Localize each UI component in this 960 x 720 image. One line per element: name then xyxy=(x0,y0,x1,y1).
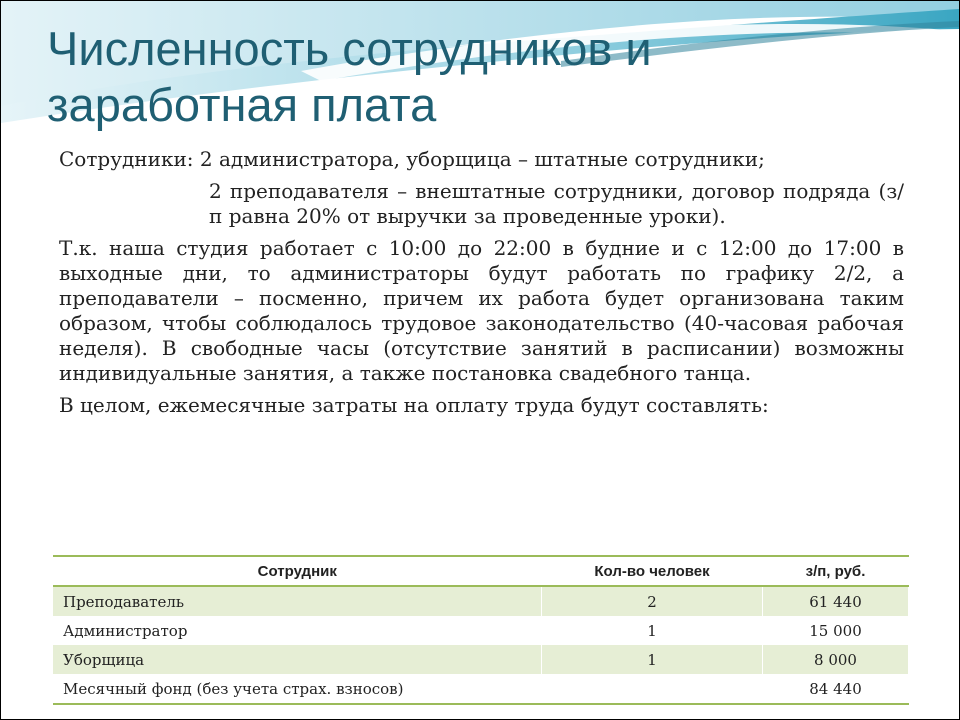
employee-cell: Преподаватель xyxy=(53,586,542,616)
count-cell: 1 xyxy=(542,645,763,674)
teachers-paragraph: 2 преподавателя – внештатные сотрудники, договор подряда (з/п равна 20% от выручки за проведенные уроки). xyxy=(209,179,904,228)
salary-cell: 15 000 xyxy=(763,616,909,645)
count-cell: 2 xyxy=(542,586,763,616)
summary-paragraph: В целом, ежемесячные затраты на оплату труда будут составлять: xyxy=(59,393,769,417)
table-row xyxy=(53,645,909,674)
payroll-table xyxy=(53,555,909,705)
column-header-employee: Сотрудник xyxy=(53,556,542,586)
total-label-cell: Месячный фонд (без учета страх. взносов) xyxy=(53,674,542,704)
total-count-cell xyxy=(542,674,763,704)
table-row-total xyxy=(53,674,909,704)
employee-cell: Администратор xyxy=(53,616,542,645)
total-salary-cell: 84 440 xyxy=(763,674,909,704)
column-header-salary: з/п, руб. xyxy=(763,556,909,586)
table-row xyxy=(53,586,909,616)
slide-title: Численность сотрудников и заработная плата xyxy=(47,22,652,131)
staff-paragraph: Сотрудники: 2 администратора, уборщица – штатные сотрудники; xyxy=(59,147,765,171)
count-cell: 1 xyxy=(542,616,763,645)
salary-cell: 61 440 xyxy=(763,586,909,616)
employee-cell: Уборщица xyxy=(53,645,542,674)
salary-cell: 8 000 xyxy=(763,645,909,674)
table-row xyxy=(53,616,909,645)
slide-body xyxy=(59,147,904,425)
schedule-paragraph: Т.к. наша студия работает с 10:00 до 22:00 в будние и с 12:00 до 17:00 в выходные дни, то администраторы будут работать по графику 2/2, а преподаватели – посменно, причем их работа будет организована таким образом, чтобы соблюдалось трудовое законодательство (40-часовая рабочая неделя). В свободные часы (отсутствие занятий в расписании) возможны индивидуальные занятия, а также постановка свадебного танца. xyxy=(59,236,904,385)
table-header-row xyxy=(53,556,909,586)
column-header-count: Кол-во человек xyxy=(542,556,763,586)
